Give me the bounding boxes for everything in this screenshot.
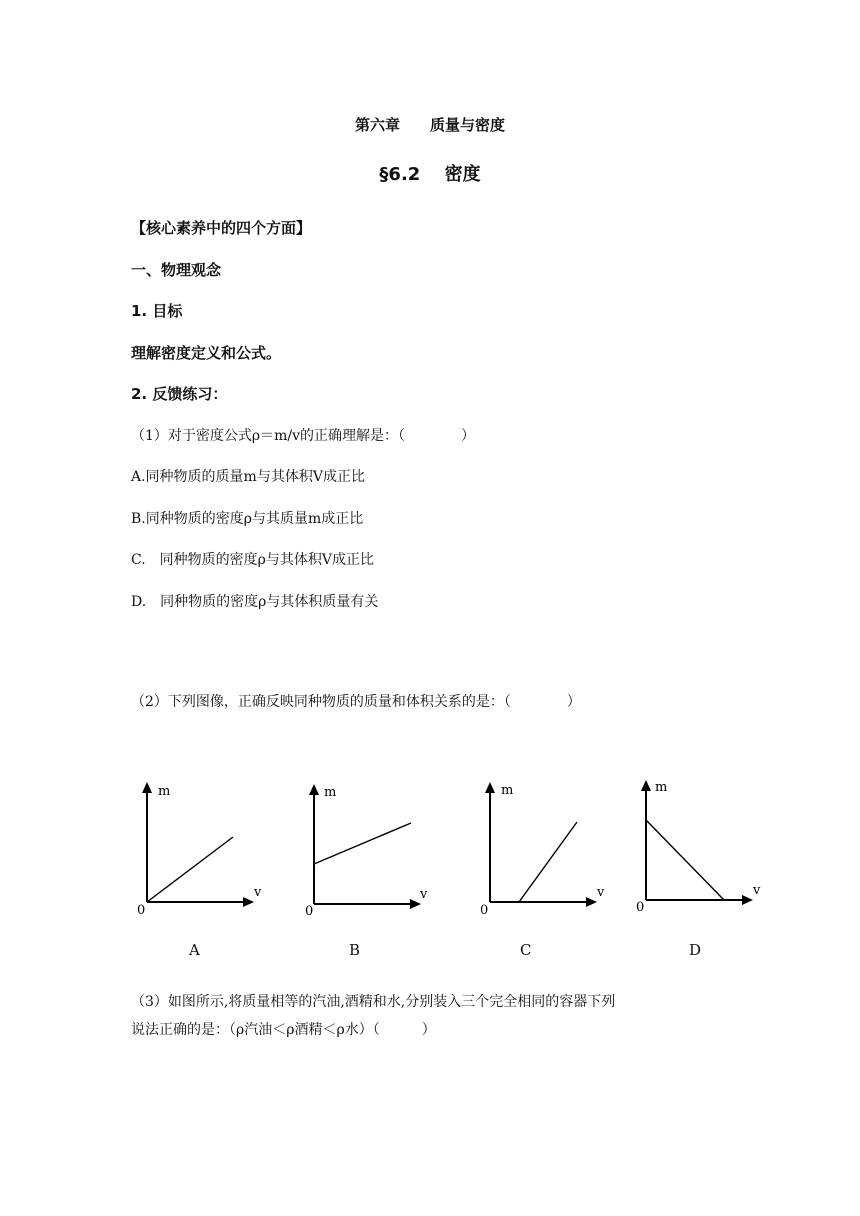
q2-stem: （2）下列图像，正确反映同种物质的质量和体积关系的是：（ ） [131,694,581,710]
graph-b [298,780,448,920]
graph-d-line [646,820,724,900]
goal-label: 1. 目标 [131,302,183,320]
graph-d-caption: D [689,941,702,959]
graph-c [473,780,623,920]
part1-title: 一、物理观念 [131,261,222,279]
graph-a-origin: 0 [137,903,146,918]
graph-d-origin: 0 [636,900,645,915]
graph-d-y-label: m [655,780,668,795]
graph-c-line [519,822,577,902]
chapter-title: 第六章 质量与密度 [354,116,505,134]
section-title: §6.2 密度 [379,164,481,185]
graph-a-line [147,837,233,902]
q3-line1: （3）如图所示,将质量相等的汽油,酒精和水,分别装入三个完全相同的容器下列 [131,994,616,1010]
graph-c-y-label: m [501,783,514,798]
graph-a [130,780,280,920]
q1-option-b: B.同种物质的密度ρ与其质量m成正比 [131,511,364,527]
graph-b-line [314,823,411,864]
q1-option-c: C. 同种物质的密度ρ与其体积V成正比 [131,552,375,568]
q3-line2: 说法正确的是：（ρ汽油＜ρ酒精＜ρ水）（ ） [131,1022,436,1038]
q1-option-d: D. 同种物质的密度ρ与其体积质量有关 [131,594,379,610]
graph-b-caption: B [349,941,361,959]
q1-option-a: A.同种物质的质量m与其体积V成正比 [131,469,365,485]
graph-d-x-label: v [753,883,761,898]
graph-d [627,778,777,918]
graph-c-x-label: v [597,885,605,900]
graph-a-y-label: m [158,784,171,799]
graph-c-caption: C [520,941,532,959]
practice-label: 2. 反馈练习： [131,385,228,403]
core-heading: 【核心素养中的四个方面】 [131,219,312,237]
graph-b-y-label: m [324,785,337,800]
q1-stem: （1）对于密度公式ρ＝m/v的正确理解是：（ ） [131,428,476,444]
goal-text: 理解密度定义和公式。 [131,344,282,362]
graph-b-x-label: v [420,887,428,902]
graph-a-x-label: v [254,885,262,900]
graph-a-caption: A [189,941,200,959]
graph-b-origin: 0 [305,904,314,919]
graph-c-origin: 0 [480,903,489,918]
